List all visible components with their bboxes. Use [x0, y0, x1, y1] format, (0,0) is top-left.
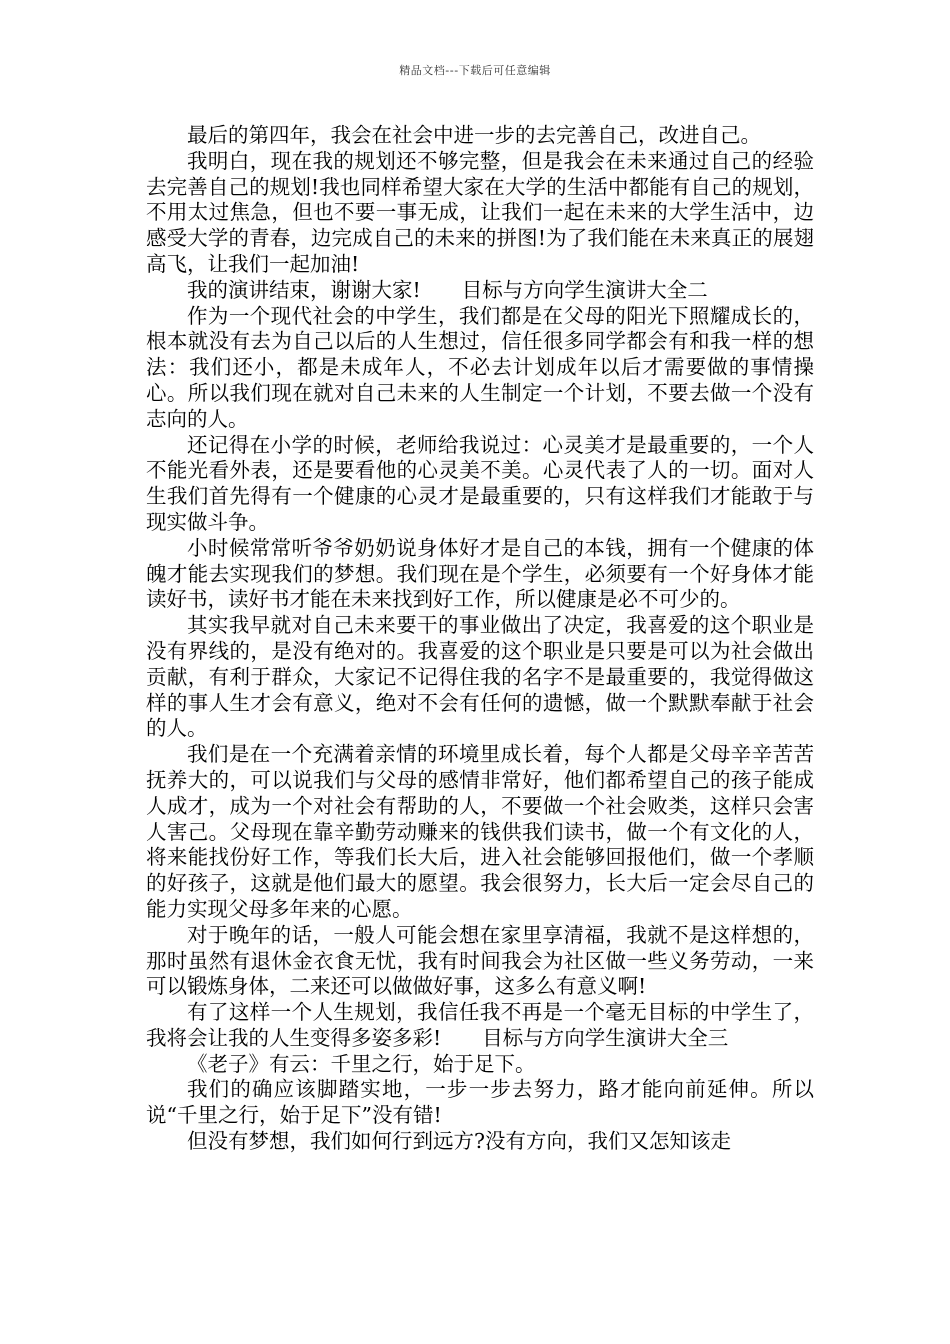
paragraph: 还记得在小学的时候，老师给我说过：心灵美才是最重要的，一个人不能光看外表，还是要看他的心灵美不美。心灵代表了人的一切。面对人生我们首先得有一个健康的心灵才是最重要的，只有这样我们才能敢于与现实做斗争。 [146, 432, 814, 534]
paragraph: 《老子》有云：千里之行，始于足下。 [187, 1051, 536, 1076]
paragraph: 我明白，现在我的规划还不够完整，但是我会在未来通过自己的经验去完善自己的规划!我也同样希望大家在大学的生活中都能有自己的规划，不用太过焦急，但也不要一事无成，让我们一起在未来的大学生活中，边感受大学的青春，边完成自己的未来的拼图!为了我们能在未来真正的展翅高飞，让我们一起加油! [146, 148, 814, 276]
paragraph: 作为一个现代社会的中学生，我们都是在父母的阳光下照耀成长的，根本就没有去为自己以后的人生想过，信任很多同学都会有和我一样的想法：我们还小，都是未成年人，不必去计划成年以后才需要做的事情操心。所以我们现在就对自己未来的人生制定一个计划，不要去做一个没有志向的人。 [146, 303, 814, 431]
paragraph: 有了这样一个人生规划，我信任我不再是一个毫无目标的中学生了，我将会让我的人生变得多姿多彩! 目标与方向学生演讲大全三 [146, 1000, 814, 1050]
document-body [146, 123, 814, 1155]
paragraph: 小时候常常听爷爷奶奶说身体好才是自己的本钱，拥有一个健康的体魄才能去实现我们的梦想。我们现在是个学生，必须要有一个好身体才能读好书，读好书才能在未来找到好工作，所以健康是必不可少的。 [146, 535, 814, 612]
paragraph: 其实我早就对自己未来要干的事业做出了决定，我喜爱的这个职业是没有界线的，是没有绝对的。我喜爱的这个职业是只要是可以为社会做出贡献，有利于群众，大家记不记得住我的名字不是最重要的，我觉得做这样的事人生才会有意义，绝对不会有任何的遗憾，做一个默默奉献于社会的人。 [146, 613, 814, 741]
page-header: 精品文档---下载后可任意编辑 [399, 64, 551, 77]
paragraph: 对于晚年的话，一般人可能会想在家里享清福，我就不是这样想的，那时虽然有退休金衣食无忧，我有时间我会为社区做一些义务劳动，一来可以锻炼身体，二来还可以做做好事，这多么有意义啊! [146, 922, 814, 999]
paragraph: 我的演讲结束，谢谢大家! 目标与方向学生演讲大全二 [187, 277, 708, 302]
paragraph: 最后的第四年，我会在社会中进一步的去完善自己，改进自己。 [187, 123, 761, 147]
paragraph: 我们的确应该脚踏实地，一步一步去努力，路才能向前延伸。所以说“千里之行，始于足下”没有错! [146, 1077, 814, 1128]
paragraph: 我们是在一个充满着亲情的环境里成长着，每个人都是父母辛辛苦苦抚养大的，可以说我们与父母的感情非常好，他们都希望自己的孩子能成人成才，成为一个对社会有帮助的人，不要做一个社会败类，这样只会害人害己。父母现在靠辛勤劳动赚来的钱供我们读书，做一个有文化的人，将来能找份好工作，等我们长大后，进入社会能够回报他们，做一个孝顺的好孩子，这就是他们最大的愿望。我会很努力，长大后一定会尽自己的能力实现父母多年来的心愿。 [146, 742, 814, 921]
paragraph: 但没有梦想，我们如何行到远方?没有方向，我们又怎知该走 [187, 1129, 731, 1154]
